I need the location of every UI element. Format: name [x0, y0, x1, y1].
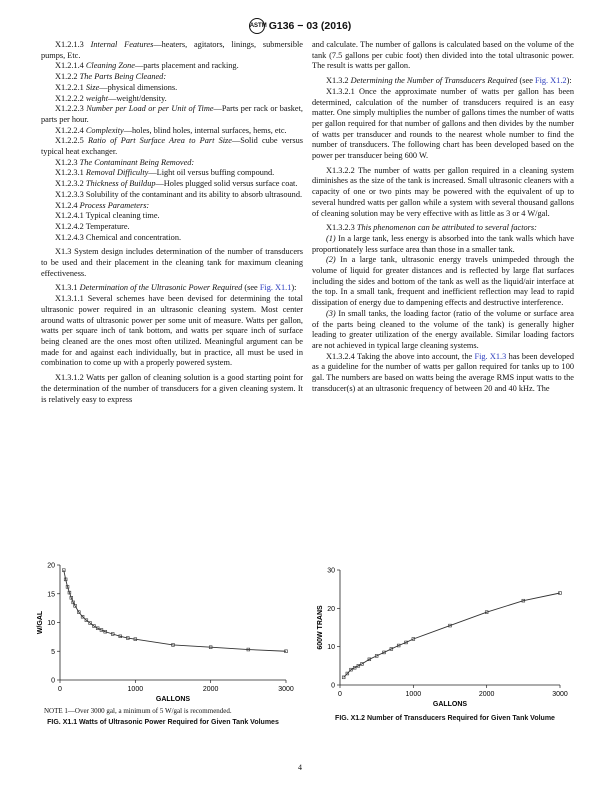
figure-link[interactable]: Fig. X1.1: [259, 283, 292, 293]
para: X1.2.3.3 Solubility of the contaminant and its ability to absorb ultrasound.: [55, 189, 303, 199]
y-axis-label: 600W TRANS: [317, 605, 324, 650]
x-axis-label: GALLONS: [155, 696, 191, 703]
para: X1.2.3.1 Removal Difficulty—Light oil versus buffing compound.: [55, 168, 275, 178]
para: X1.2.1.3 Internal Features—heaters, agitators, linings, submersible pumps, Etc.: [41, 40, 303, 60]
x-tick-label: 0: [338, 691, 342, 698]
y-tick-label: 10: [47, 620, 55, 627]
para: X1.2.3 The Contaminant Being Removed:: [55, 157, 195, 167]
y-axis-label: W/GAL: [37, 610, 44, 635]
series-line: [64, 570, 286, 651]
para: X1.2.3.2 Thickness of Buildup—Holes plugged solid versus surface coat.: [55, 179, 298, 189]
x-tick-label: 2000: [202, 686, 219, 693]
para: X1.3.2.3 This phenomenon can be attributed to several factors:: [326, 223, 537, 233]
x-tick-label: 0: [58, 686, 62, 693]
figure-caption: FIG. X1.2 Number of Transducers Required for Given Tank Volume: [335, 715, 555, 722]
page-number: 4: [298, 763, 302, 772]
y-tick-label: 20: [327, 605, 335, 613]
y-tick-label: 30: [327, 567, 335, 575]
para: X1.3.2 Determining the Number of Transducers Required (see Fig. X1.2):: [326, 76, 572, 86]
figure-link[interactable]: Fig. X1.3: [474, 351, 507, 361]
figure-link[interactable]: Fig. X1.2: [534, 76, 567, 86]
series-line: [344, 593, 560, 677]
para: X1.2.1.4 Cleaning Zone—parts placement and racking.: [55, 61, 239, 71]
para: (1) In a large tank, less energy is absorbed into the tank walls which have proportionately less surface area than those in a smaller tank.: [312, 233, 575, 254]
para: X1.3 System design includes determination of the number of transducers to be used and their placement in the cleaning tank for maximum cleaning effectiveness.: [41, 247, 303, 278]
para: X1.2.4.2 Temperature.: [55, 221, 130, 231]
para: X1.3.1.1 Several schemes have been devised for determining the total ultrasonic power required in an ultrasonic cleaning system. Most center around watts of ultrasonic power per some unit of measure. Watts per gallon, watts per square inch of tank bottom, and watts per square inch of surface being cleaned are the ones most often utilized. Meaningful argument can be made for and against each individually, but in practice, all must be used in combination to come up with a properly powered system.: [41, 294, 303, 368]
para: and calculate. The number of gallons is calculated based on the volume of the tank (7.5 gallons per cubic foot) then divided into the total ultrasonic power. The result is watts per gallon.: [312, 40, 574, 71]
y-tick-label: 0: [331, 682, 335, 690]
figure-caption: FIG. X1.1 Watts of Ultrasonic Power Required for Given Tank Volumes: [47, 719, 279, 726]
para: X1.3.1 Determination of the Ultrasonic Power Required (see Fig. X1.1):: [55, 283, 297, 293]
para: X1.2.4.3 Chemical and concentration.: [55, 232, 182, 242]
x-tick-label: 2000: [478, 691, 495, 698]
chart-watts-per-gallon: [18, 555, 308, 705]
figure-note: NOTE 1—Over 3000 gal, a minimum of 5 W/gal is recommended.: [44, 707, 232, 715]
y-tick-label: 15: [47, 591, 55, 599]
para: (2) In a large tank, ultrasonic energy travels unimpeded through the volume of liquid for greater distances and is reflected by large flat surfaces including the sides and bottom of the tank as well as the liquid/air interface at the top. In a small tank, frequent and inefficient reflection may lead to rapid dissipation of energy due to dampening effects and destructive interference.: [312, 255, 575, 308]
para: X1.2.2.3 Number per Load or per Unit of Time—Parts per rack or basket, parts per hour.: [41, 104, 303, 124]
para: X1.2.2.4 Complexity—holes, blind holes, internal surfaces, hems, etc.: [55, 125, 287, 135]
chart-transducers: [300, 560, 590, 710]
para: X1.2.4.1 Typical cleaning time.: [55, 211, 160, 221]
left-column: [41, 40, 303, 405]
astm-logo-icon: ASTM: [249, 18, 265, 34]
figure-x1-2: [300, 560, 590, 723]
x-tick-label: 3000: [278, 686, 294, 693]
x-tick-label: 3000: [552, 691, 568, 698]
x-tick-label: 1000: [405, 691, 422, 698]
para: X1.2.2.5 Ratio of Part Surface Area to Part Size—Solid cube versus typical heat exchanger.: [41, 136, 303, 157]
para: X1.3.1.2 Watts per gallon of cleaning solution is a good starting point for the determination of the number of transducers for a given cleaning system. It is relatively easy to express: [41, 373, 303, 404]
para: X1.2.2.2 weight—weight/density.: [55, 93, 167, 103]
x-axis-label: GALLONS: [432, 701, 468, 708]
para: X1.3.2.4 Taking the above into account, the Fig. X1.3 has been developed as a guideline for the number of watts per gallon required for tanks up to 100 gal. The numbers are based on watts being the average RMS input watts to the transducer(s) at an ultrasonic frequency of between 20 and 40 kHz. The: [312, 351, 574, 393]
y-tick-label: 20: [47, 562, 55, 570]
figure-x1-1: [18, 555, 308, 727]
y-tick-label: 0: [51, 677, 55, 685]
designation: G136 − 03 (2016): [268, 19, 352, 32]
para: X1.2.2.1 Size—physical dimensions.: [55, 82, 178, 92]
para: X1.3.2.2 The number of watts per gallon required in a cleaning system diminishes as the size of the tank is increased. Small ultrasonic cleaners with a capacity of one or two pints may be powered with the equivalent of up to several hundred watts per gallon while a system with several thousand gallons of cleaning solution may be very effective with as little as 3 or 4 W/gal.: [312, 165, 574, 218]
y-tick-label: 5: [51, 648, 55, 656]
page-header: [0, 18, 600, 34]
para: (3) In small tanks, the loading factor (ratio of the volume or surface area of the parts being cleaned to the volume of the tank) is generally higher leading to greater utilization of the energy available. Similar loading factors are not achieved in typical large cleaning systems.: [312, 308, 574, 350]
para: X1.2.4 Process Parameters:: [55, 200, 150, 210]
para: X1.3.2.1 Once the approximate number of watts per gallon has been determined, calculation of the number of transducers required is an easy matter. One simply multiplies the number of gallons times the number of watts per gallon required for that number of gallons and then divides by the number of watts per transducer and rounds to the nearest whole number to find the number of transducers. The following chart has been developed based on the power per transducer being 600 W.: [312, 86, 574, 161]
y-tick-label: 10: [327, 644, 335, 652]
right-column: [312, 40, 574, 395]
para: X1.2.2 The Parts Being Cleaned:: [55, 72, 167, 82]
x-tick-label: 1000: [127, 686, 144, 693]
